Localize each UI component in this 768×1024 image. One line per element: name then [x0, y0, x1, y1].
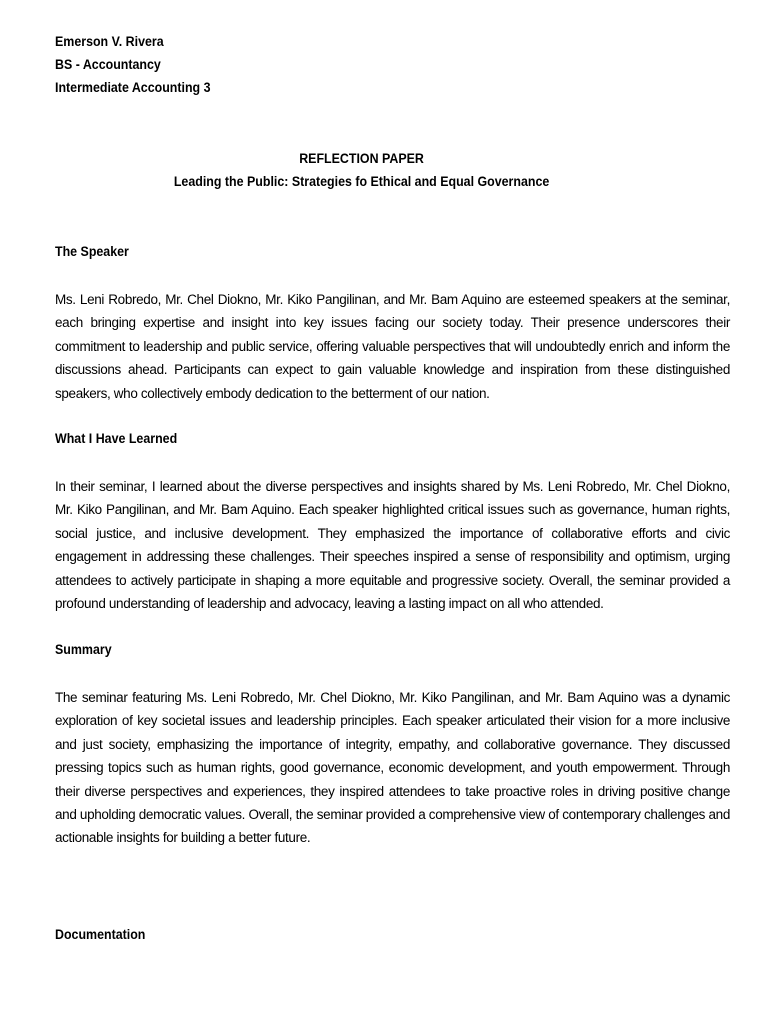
section-heading-speaker: The Speaker — [55, 244, 129, 259]
author-course: Intermediate Accounting 3 — [55, 80, 211, 95]
section-heading-documentation: Documentation — [55, 927, 146, 942]
paragraph-line: speakers, who collectively embody dedication to the betterment of our nation. — [55, 385, 490, 401]
section-heading-summary: Summary — [55, 642, 112, 657]
paragraph-line: commitment to leadership and public service, offering valuable perspectives that will undoubtedly enrich and inform the — [55, 338, 730, 354]
paragraph-line: pressing topics such as human rights, good governance, economic development, and youth empowerment. Through — [55, 760, 730, 776]
paragraph-line: actionable insights for building a better future. — [55, 830, 311, 846]
section-paragraph-speaker — [55, 288, 730, 405]
paragraph-line: and upholding democratic values. Overall, the seminar provided a comprehensive view of contemporary challenges and — [55, 806, 730, 822]
paragraph-line: and just society, emphasizing the importance of integrity, empathy, and collaborative governance. They discussed — [55, 736, 730, 752]
paper-subtitle: Leading the Public: Strategies fo Ethical and Equal Governance — [173, 174, 550, 189]
paragraph-line: profound understanding of leadership and advocacy, leaving a lasting impact on all who attended. — [55, 595, 604, 611]
section-paragraph-learned — [55, 475, 730, 615]
paragraph-line: discussions ahead. Participants can expect to gain valuable knowledge and inspiration from these distinguished — [55, 362, 730, 378]
paragraph-line: exploration of key societal issues and leadership principles. Each speaker articulated their vision for a more inclusive — [55, 713, 730, 729]
section-heading-learned: What I Have Learned — [55, 431, 178, 446]
paragraph-line: each bringing expertise and insight into key issues facing our society today. Their presence underscores their — [55, 315, 730, 331]
author-name: Emerson V. Rivera — [55, 34, 164, 49]
paragraph-line: Mr. Kiko Pangilinan, and Mr. Bam Aquino. Each speaker highlighted critical issues such as governance, human rights, — [55, 502, 730, 518]
paper-title: REFLECTION PAPER — [299, 151, 424, 166]
paragraph-line: In their seminar, I learned about the diverse perspectives and insights shared by Ms. Leni Robredo, Mr. Chel Diokno, — [55, 479, 730, 494]
paragraph-line: social justice, and inclusive development. They emphasized the importance of collaborative efforts and civic — [55, 525, 730, 541]
paragraph-line: engagement in addressing these challenges. Their speeches inspired a sense of responsibility and optimism, urging — [55, 549, 730, 565]
paragraph-line: Ms. Leni Robredo, Mr. Chel Diokno, Mr. Kiko Pangilinan, and Mr. Bam Aquino are esteemed speakers at the seminar, — [55, 292, 730, 307]
author-program: BS - Accountancy — [55, 57, 161, 72]
paragraph-line: The seminar featuring Ms. Leni Robredo, Mr. Chel Diokno, Mr. Kiko Pangilinan, and Mr. Bam Aquino was a dynamic — [55, 690, 730, 705]
section-paragraph-summary — [55, 686, 730, 850]
paragraph-line: their diverse perspectives and experiences, they inspired attendees to take proactive roles in driving positive change — [55, 783, 730, 799]
paragraph-line: attendees to actively participate in shaping a more equitable and progressive society. Overall, the seminar provided a — [55, 572, 730, 588]
